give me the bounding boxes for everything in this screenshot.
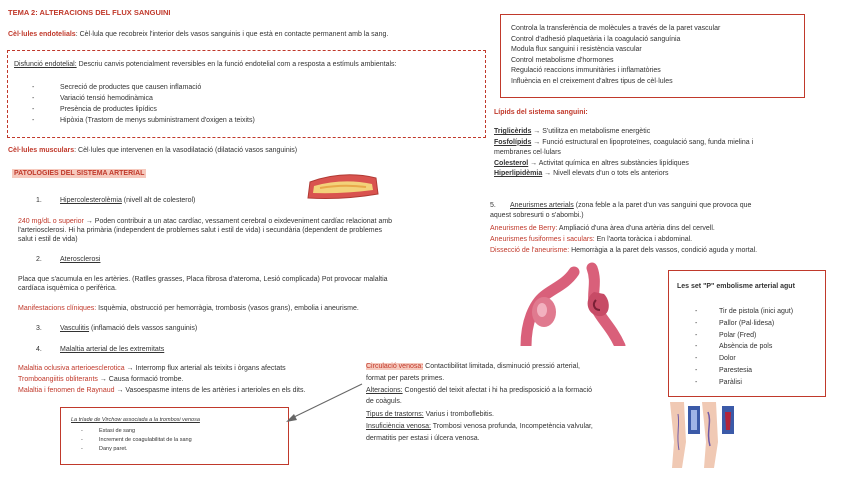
item-2-heading: 2. Aterosclerosi [36, 256, 101, 263]
virchow-title: La tríade de Virchow associada a la trombosi venosa [71, 417, 200, 423]
item-2-line-1: Placa que s'acumula en les artèries. (Ratlles grasses, Placa fibrosa d'ateroma, Lesió complicada) Pot provocar malaltia [18, 276, 388, 283]
list-item: - Secreció de productes que causen inflamació [32, 84, 202, 91]
list-item: Regulació reaccions immunitàries i inflamatòries [511, 67, 661, 74]
venous-line-1: Circulació venosa: Contactibilitat limitada, disminució pressió arterial, [366, 363, 580, 370]
item-4-heading: 4. Malaltia arterial de les extremitats [36, 346, 165, 353]
lipid-entry: membranes cel·lulars [494, 149, 561, 156]
venous-line-2: format per parets primes. [366, 375, 445, 382]
list-item: - Pallor (Pal·lidesa) [695, 319, 775, 327]
venous-insufficiency: Insuficiència venosa: Trombosi venosa profunda, Incompetència valvular, [366, 423, 593, 430]
item-3-heading: 3. Vasculitis (inflamació dels vassos sanguinis) [36, 325, 198, 332]
muscular-text: : Cèl·lules que intervenen en la vasodilatació (dilatació vasos sanguinis) [74, 147, 298, 154]
venous-types: Tipus de trastorns: Varius i tromboflebitis. [366, 411, 495, 418]
venous-insufficiency-2: dermatitis per estasi i úlcera venosa. [366, 435, 480, 442]
venous-alterations: Alteracions: Congestió del teixit afectat i hi ha predisposició a la formació [366, 387, 593, 394]
item-1-line-3: salut i estil de vida) [18, 236, 78, 243]
item-1-heading: 1. Hipercolesterolèmia (nivell alt de colesterol) [36, 197, 196, 204]
manifestations-label: Manifestacions clíniques: [18, 305, 97, 312]
list-item: - Hipòxia (Trastorn de menys subministrament d'oxigen a teixits) [32, 117, 255, 124]
lipid-entry: Hiperlipidèmia → Nivell elevats d'un o tots els anteriors [494, 170, 669, 177]
page-title: TEMA 2: ALTERACIONS DEL FLUX SANGUINI [8, 8, 171, 17]
dysfunction-label: Disfunció endotelial: [14, 61, 77, 68]
virchow-list [81, 427, 192, 454]
lipids-list [494, 127, 753, 180]
alterations-label: Alteracions: [366, 387, 403, 394]
aneurysm-image [520, 262, 626, 346]
item-2-label: Aterosclerosi [60, 256, 101, 263]
pathologies-title: PATOLOGIES DEL SISTEMA ARTERIAL [14, 170, 145, 177]
item-5-label: Aneurismes arterials [510, 202, 574, 209]
types-label: Tipus de trastorns: [366, 411, 424, 418]
item-5-line-2: aquest sobresurti o s'abombi.) [490, 212, 584, 219]
list-item: - Tir de pistola (inici agut) [695, 308, 794, 315]
virchow-box [60, 407, 289, 465]
muscular-definition [8, 146, 297, 155]
list-item: Controla la transferència de molècules a través de la paret vascular [511, 25, 721, 32]
list-item: - Parestesia [695, 366, 753, 374]
list-item: - Dany paret. [81, 446, 128, 452]
item-5-heading: 5. Aneurismes arterials (zona feble a la paret d'un vas sanguini que provoca que [490, 202, 752, 209]
list-item: - Paràlisi [695, 378, 742, 386]
dysfunction-text: Descriu canvis potencialment reversibles en la funció endotelial com a resposta a estímuls ambientals: [76, 61, 397, 68]
item-1-label: Hipercolesterolèmia [60, 197, 122, 204]
venous-alterations-2: de coàguls. [366, 398, 402, 405]
list-item: - Polar (Fred) [695, 331, 757, 339]
dysfunction-box [7, 50, 486, 138]
list-item: Modula flux sanguini i resistència vascular [511, 46, 642, 53]
muscular-label: Cèl·lules musculars [8, 147, 75, 154]
item-2-manifestations: Manifestacions clíniques: Isquèmia, obstrucció per hemorràgia, trombosis (vasos grans), embolia i aneurisme. [18, 305, 359, 312]
seven-p-box [668, 270, 826, 397]
list-item: - Estasi de sang [81, 428, 136, 434]
lipid-entry: Fosfolípids → Funció estructural en lipoproteïnes, coagulació sang, funda mielina i [494, 138, 754, 146]
list-item: Control metabolisme d'hormones [511, 56, 614, 64]
dysfunction-heading [14, 60, 396, 69]
item-3-label: Vasculitis [60, 325, 90, 332]
lipid-entry: Colesterol → Activitat química en altres substàncies lipídiques [494, 159, 689, 167]
aneurysm-type: Dissecció de l'aneurisme: Hemorràgia a la paret dels vassos, condició aguda y mortal. [490, 247, 758, 254]
list-item: Influència en el creixement d'altres tipus de cèl·lules [511, 77, 673, 85]
lipid-entry: Triglicèrids → S'utilitza en metabolisme energètic [494, 128, 651, 135]
item-1-line-1: 240 mg/dL o superior → Poden contribuir a un atac cardíac, vessament cerebral o eixdeveniment cardíac relacionat amb [18, 218, 393, 225]
aneurysm-type: Aneurismes fusiformes i saculars: En l'aorta toràcica i abdominal. [490, 236, 693, 243]
dysfunction-list [32, 83, 255, 127]
list-item: - Presència de productes lipídics [32, 106, 157, 113]
seven-p-list [695, 306, 793, 389]
endothelial-definition [8, 30, 388, 39]
item-4-line: Tromboangiitis obliterants → Causa formació trombe. [18, 376, 184, 383]
lipids-title: Lípids del sistema sanguini: [494, 109, 588, 116]
arrow-icon [284, 382, 364, 426]
list-item: - Dolor [695, 355, 736, 363]
item-2-line-2: cardíaca isquèmica o perifèrica. [18, 285, 117, 292]
seven-p-title: Les set "P" embolisme arterial agut [677, 283, 795, 290]
item-1-line-2: l'arteriosclerosi. Hi ha primària (independent de problemes salut i estil de vida) i secundària (dependent de problemes [18, 227, 382, 234]
list-item: - Absència de pols [695, 343, 773, 351]
list-item: - Variació tensió hemodinàmica [32, 95, 153, 102]
item-4-line: Malaltia i fenomen de Raynaud → Vasoespasme intens de les artèries i arterioles en els dits. [18, 387, 306, 394]
list-item: Control d'adhesió plaquetària i la coagulació sanguínia [511, 35, 681, 43]
aneurysm-type: Aneurismes de Berry: Ampliació d'una àrea d'una artèria dins del cervell. [490, 225, 715, 232]
endothelial-functions-box [500, 14, 805, 98]
insufficiency-label: Insuficiència venosa: [366, 423, 431, 430]
cholesterol-threshold: 240 mg/dL o superior [18, 218, 84, 225]
artery-plaque-image [306, 170, 380, 202]
legs-veins-image [662, 402, 742, 468]
functions-list [511, 24, 720, 87]
endothelial-label: Cèl·lules endotelials [8, 31, 76, 38]
item-4-label: Malaltia arterial de les extremitats [60, 346, 165, 353]
endothelial-text: : Cèl·lula que recobreix l'interior dels vasos sanguinis i que està en contacte permanent amb la sang. [75, 31, 389, 38]
venous-label: Circulació venosa: [366, 363, 424, 370]
item-4-line: Malaltia oclusiva arterioesclerotica → Interromp flux arterial als teixits i òrgans afectats [18, 365, 286, 372]
list-item: - Increment de coagulabilitat de la sang [81, 437, 192, 443]
